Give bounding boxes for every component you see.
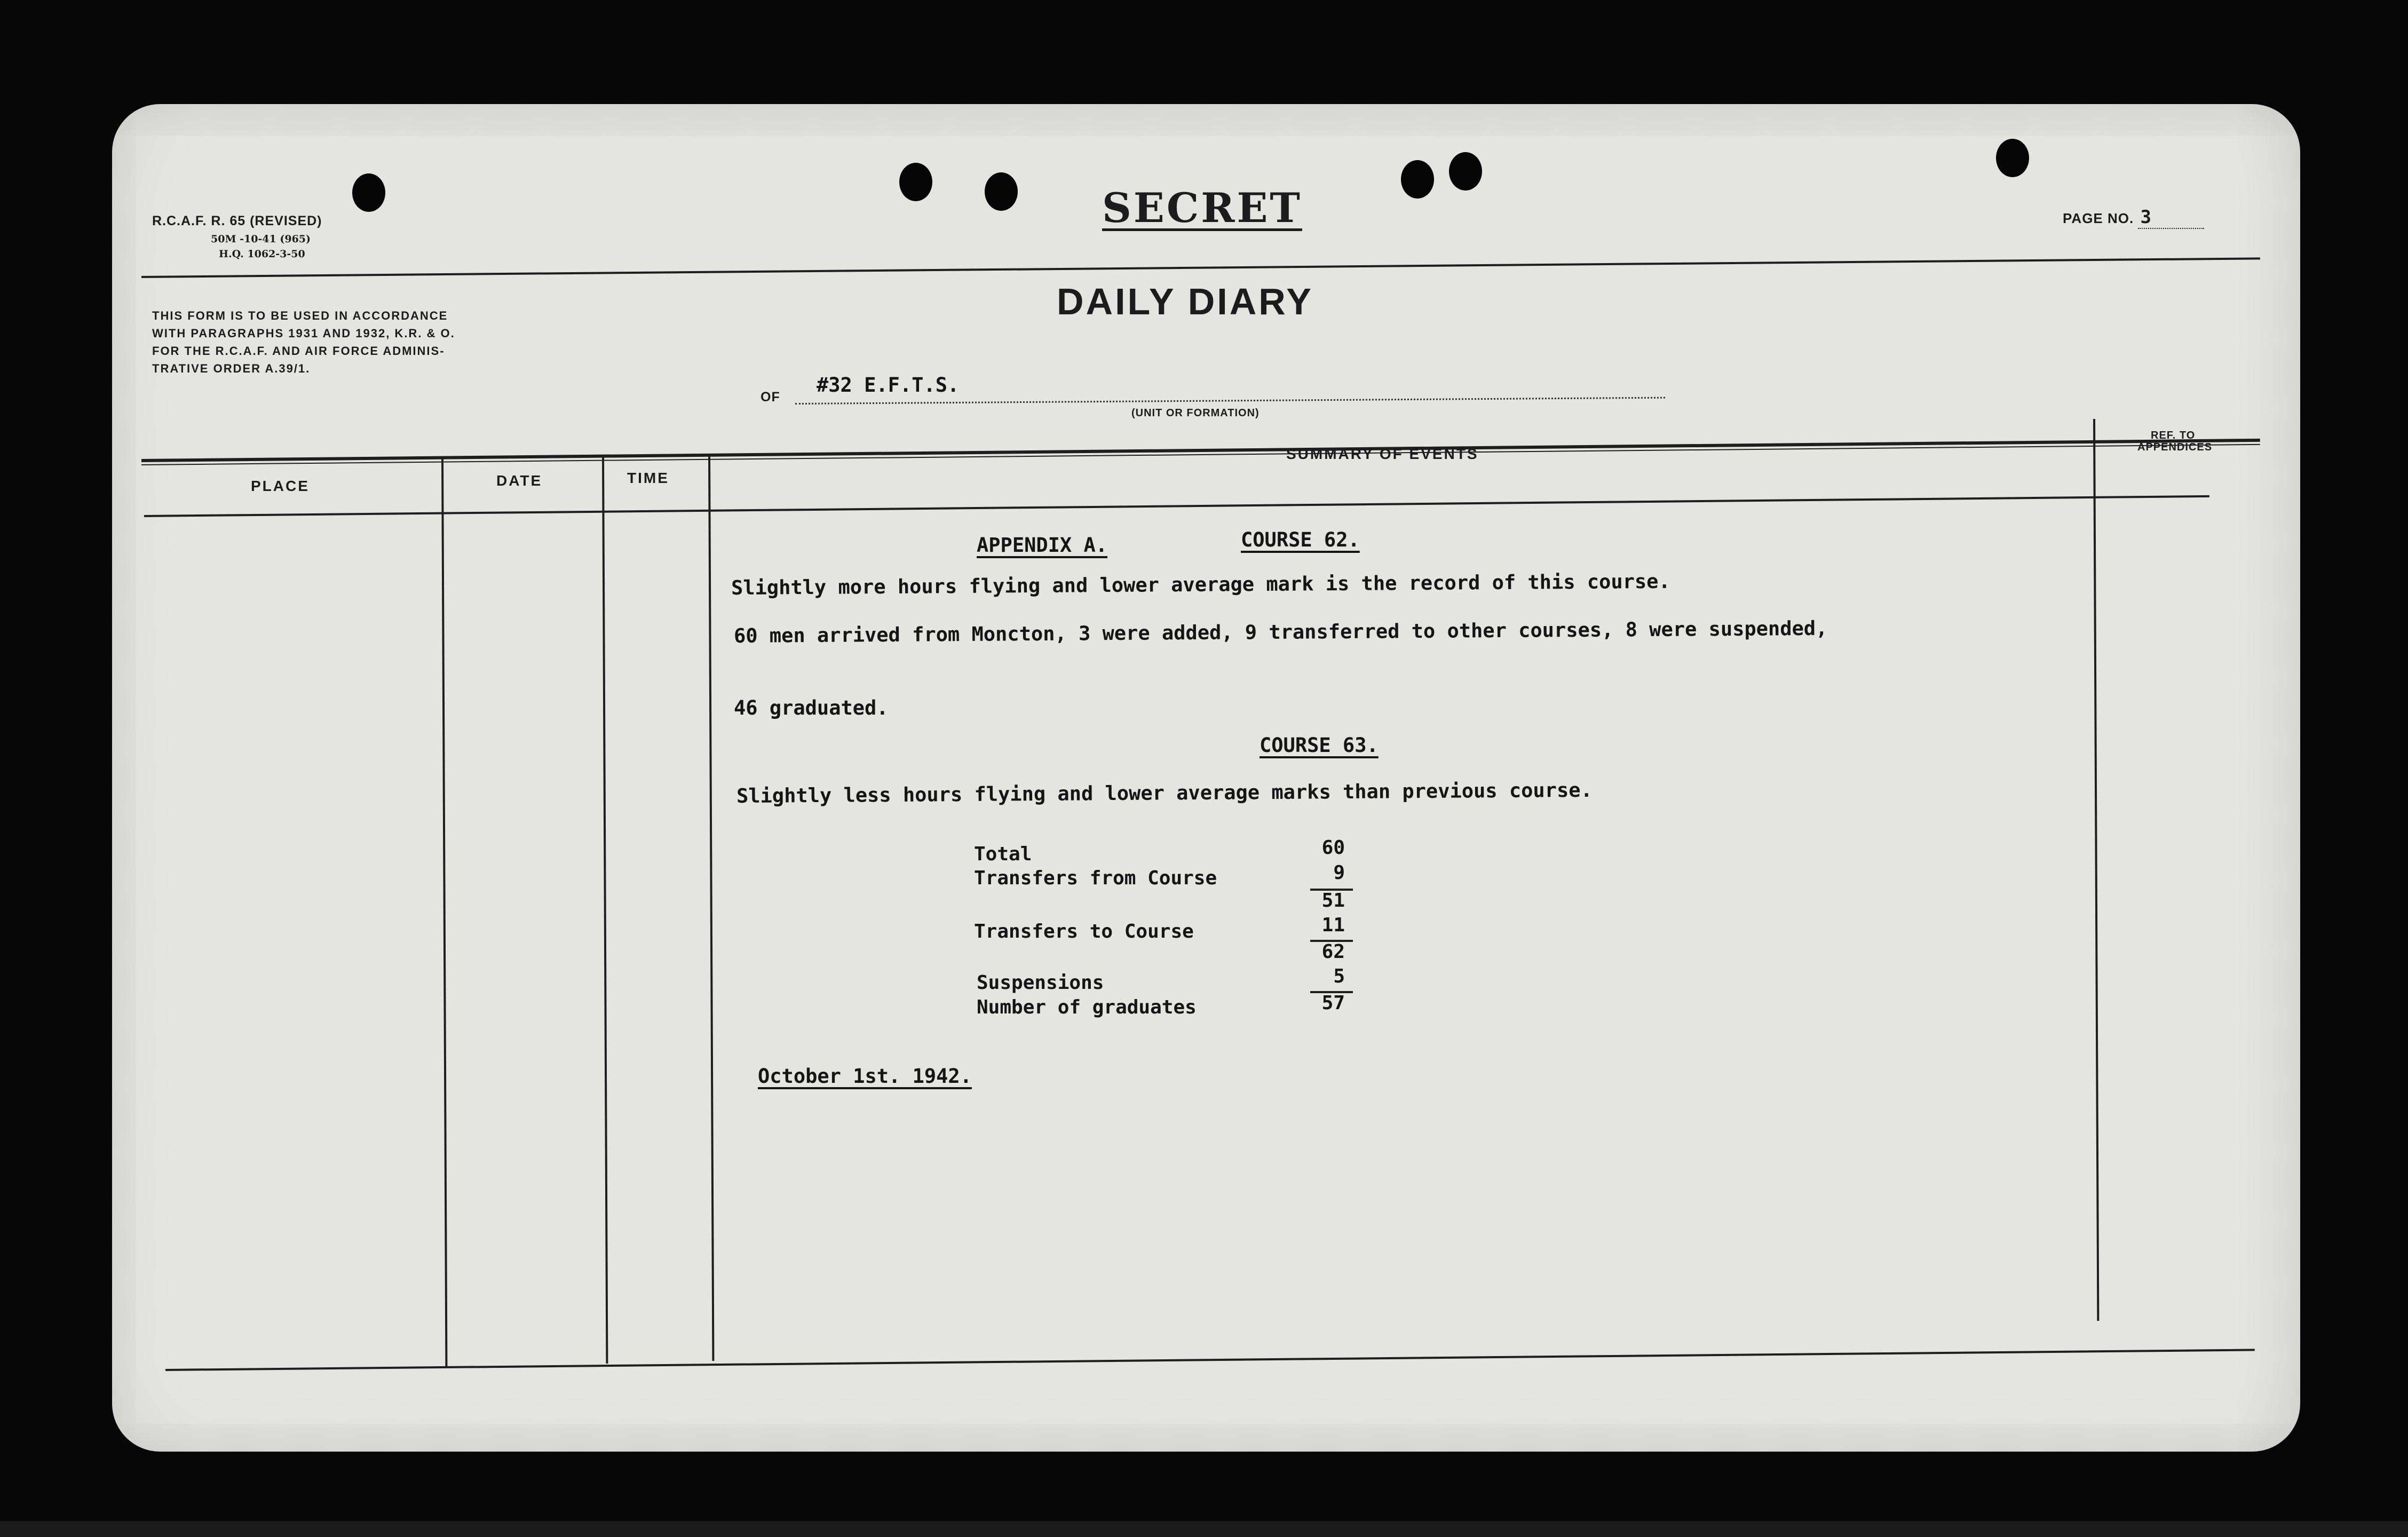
punch-hole [352, 173, 385, 212]
notice-line: THIS FORM IS TO BE USED IN ACCORDANCE [152, 309, 448, 322]
tally-label: Number of graduates [977, 996, 1197, 1018]
entry-line: 60 men arrived from Moncton, 3 were added, 9 transferred to other courses, 8 were suspended, [733, 616, 1828, 647]
entry-line: Slightly less hours flying and lower average marks than previous course. [736, 778, 1593, 807]
tally-label: Transfers from Course [974, 867, 1217, 889]
punch-hole [985, 172, 1018, 211]
unit-caption: (UNIT OR FORMATION) [1131, 407, 1260, 419]
tally-value: 60 [1321, 837, 1345, 859]
form-title: DAILY DIARY [1057, 281, 1313, 322]
of-label: OF [761, 390, 780, 405]
table-header-rule [144, 495, 2209, 517]
table-top-rule [141, 439, 2260, 462]
punch-hole [1449, 152, 1482, 191]
header-rule [1179, 257, 2260, 269]
entry-line: Slightly more hours flying and lower average mark is the record of this course. [731, 569, 1670, 599]
course62-heading: COURSE 62. [1241, 528, 1360, 551]
form-hq-code: H.Q. 1062-3-50 [219, 248, 305, 260]
appendix-heading: APPENDIX A. [977, 534, 1108, 557]
film-edge [0, 1521, 2408, 1537]
page-label: PAGE NO. [2063, 210, 2134, 226]
column-summary: SUMMARY OF EVENTS [1286, 446, 1479, 462]
column-divider [708, 454, 714, 1361]
tally-value: 11 [1321, 914, 1345, 936]
form-id: R.C.A.F. R. 65 (REVISED) [152, 213, 322, 228]
unit-dotted-line [795, 397, 1665, 405]
notice-line: FOR THE R.C.A.F. AND AIR FORCE ADMINIS- [152, 344, 445, 358]
page-number: 3 [2138, 207, 2204, 229]
classification-stamp: SECRET [1102, 184, 1302, 232]
table-bottom-rule [165, 1349, 2255, 1371]
notice-line: WITH PARAGRAPHS 1931 AND 1932, K.R. & O. [152, 327, 455, 340]
tally-value: 57 [1321, 992, 1345, 1014]
form-print-code: 50M -10-41 (965) [211, 233, 311, 245]
diary-form-card [112, 104, 2300, 1452]
course63-heading: COURSE 63. [1260, 734, 1379, 757]
tally-value: 9 [1333, 862, 1345, 884]
entry-line: 46 graduated. [734, 696, 889, 719]
entry-date: October 1st. 1942. [758, 1065, 972, 1088]
page-number-label [2063, 207, 2204, 229]
punch-hole [1996, 139, 2029, 177]
punch-hole [1401, 160, 1434, 199]
column-divider [2093, 419, 2099, 1321]
header-rule [141, 267, 1182, 278]
column-divider [441, 459, 447, 1366]
column-time: TIME [627, 470, 669, 486]
tally-label: Suspensions [977, 972, 1104, 994]
column-ref-line1: REF. TO [2151, 430, 2196, 441]
tally-label: Total [974, 843, 1032, 865]
column-ref-line2: APPENDICES [2137, 441, 2213, 453]
tally-value: 51 [1321, 890, 1345, 912]
column-date: DATE [496, 472, 543, 489]
tally-value: 5 [1333, 965, 1345, 987]
punch-hole [899, 163, 932, 201]
tally-label: Transfers to Course [974, 921, 1194, 942]
form-notice [152, 307, 455, 377]
column-divider [602, 456, 608, 1364]
table-top-rule [141, 444, 2260, 465]
unit-value: #32 E.F.T.S. [817, 374, 960, 397]
notice-line: TRATIVE ORDER A.39/1. [152, 362, 311, 375]
column-place: PLACE [251, 478, 310, 494]
tally-value: 62 [1321, 941, 1345, 963]
